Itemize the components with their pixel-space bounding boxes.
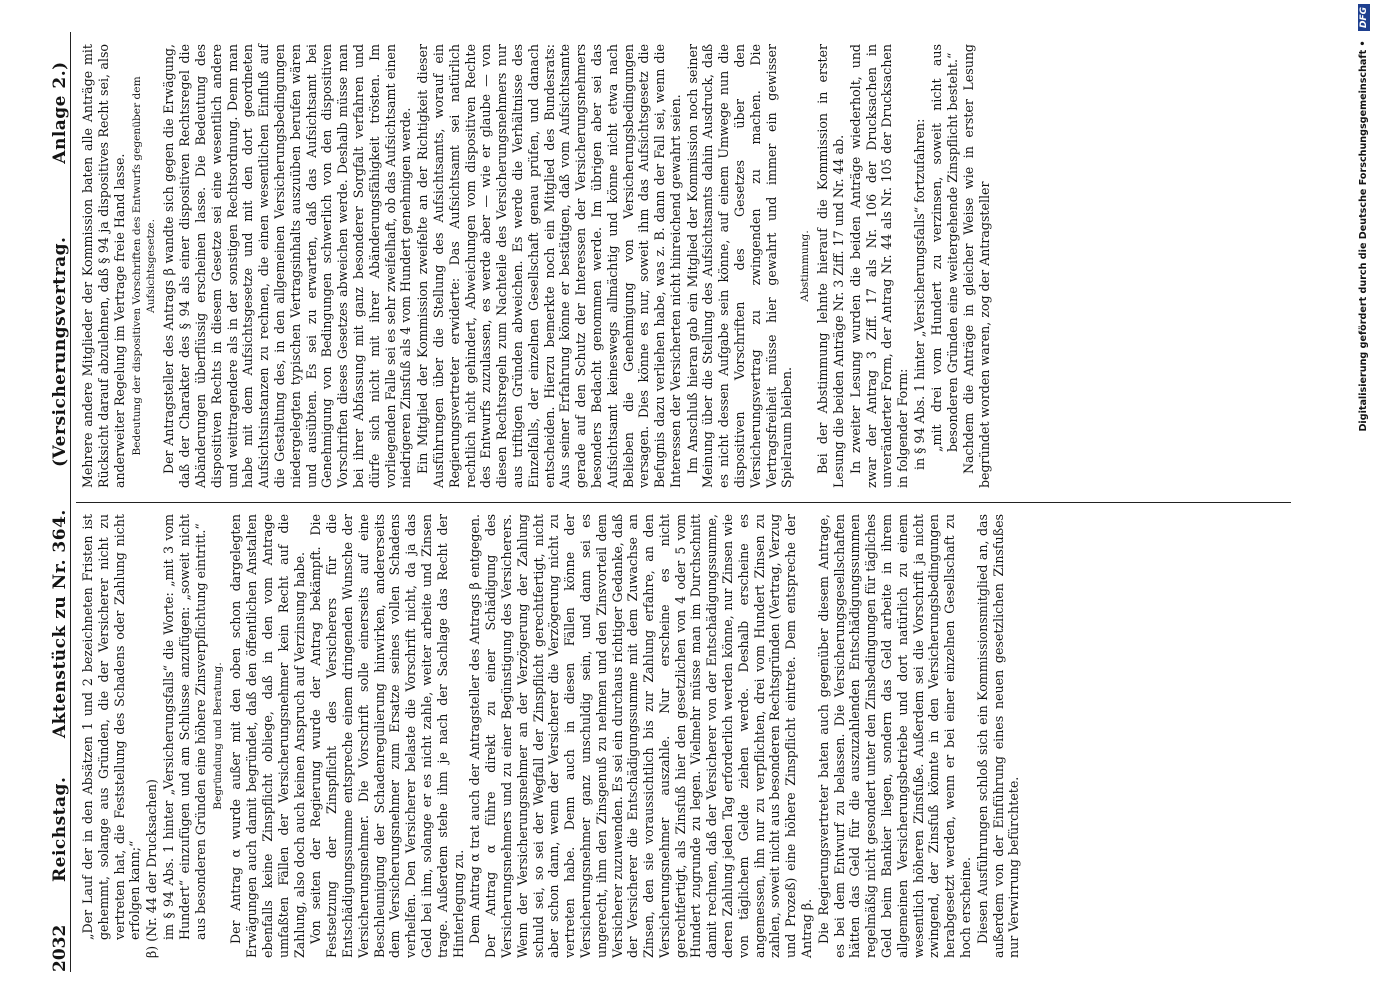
column-divider xyxy=(76,502,1291,503)
header-annex: Anlage 2.) xyxy=(50,61,70,164)
paragraph: Von seiten der Regierung wurde der Antrag bekämpft. Die Festsetzung der Zinspflicht des Versicherers für die Entschädigungssumme entspreche einem dringenden Wunsche der Versicherungsnehmer. Die Vorschrift solle einerseits auf eine Beschleunigung der Schadenregulierung hinwirken, andererseits dem Versicherungsnehmer zum Ersatze seines vollen Schadens verhelfen. Den Versicherer belaste die Vorschrift nicht, da ja das Geld bei ihm, solange er es nicht zahle, weiter arbeite und Zinsen trage. Außerdem stehe ihm je nach der Sachlage das Recht der Hinterlegung zu. xyxy=(308,514,466,958)
dfg-logo: DFG xyxy=(1358,4,1370,31)
paragraph: Der Antragsteller des Antrags β wandte sich gegen die Erwägung, daß der Charakter des § 94 als einer dispositiven Rechtsregel die Abänderungen überflüssig erscheinen lasse. Die Bedeutung des dispositiven Rechts in diesem Gesetze sei eine wesentlich andere und weittragendere als in der sonstigen Rechtsordnung. Denn man habe mit dem Aufsichtsgesetze und mit den dort geordneten Aufsichtsinstanzen zu rechnen, die einen wesentlichen Einfluß auf die Gestaltung des, in den allgemeinen Versicherungsbedingungen niedergelegten typischen Vertragsinhalts auszuüben berufen wären und ausübten. Es sei zu erwarten, daß das Aufsichtsamt bei Genehmigung von Bedingungen schwerlich von den dispositiven Vorschriften dieses Gesetzes abweichen werde. Deshalb müsse man bei ihrer Abfassung mit ganz besonderer Sorgfalt verfahren und dürfe sich nicht mit ihrer Abänderungsfähigkeit trösten. Im vorliegenden Falle sei es sehr zweifelhaft, ob das Aufsichtsamt einen niedrigeren Zinsfuß als 4 vom Hundert genehmigen werde. xyxy=(161,44,414,488)
header-chamber: Reichstag. xyxy=(50,776,70,882)
paragraph: Nachdem die Anträge in gleicher Weise wie in erster Lesung begründet worden waren, zog der Antragsteller xyxy=(961,44,993,488)
page-number: 2032 xyxy=(50,924,70,972)
paragraph: Die Regierungsvertreter baten auch gegenüber diesem Antrage, es bei dem Entwurf zu belassen. Die Versicherungsgesellschaften hätten das Geld für die auszuzahlenden Entschädigungssummen regelmäßig nicht gesondert unter den Zinsbedingungen für tägliches Geld beim Bankier liegen, sondern das Geld arbeite in ihrem allgemeinen Versicherungsbetriebe und dort natürlich zu einem wesentlich höheren Zinsfuße. Außerdem sei die Vorschrift ja nicht zwingend, der Zinsfuß könnte in den Versicherungsbedingungen herabgesetzt werden, wenn er bei einer einzelnen Gesellschaft zu hoch erscheine. xyxy=(815,514,974,958)
paragraph: Abstimmung. xyxy=(799,230,812,302)
header-subject: (Versicherungsvertrag. xyxy=(50,236,70,467)
header-right xyxy=(50,61,70,467)
paragraph: Mehrere andere Mitglieder der Kommission baten alle Anträge mit Rücksicht darauf abzulehnen, daß § 94 ja dispositives Recht sei, also anderweiter Regelung im Vertrage freie Hand lasse. xyxy=(80,44,127,488)
paragraph: Der Antrag α wurde außer mit den oben schon dargelegten Erwägungen auch damit begründet, daß den öffentlichen Anstalten ebenfalls keine Zinspflicht obliege, daß in den vom Antrage umfaßten Fällen der Versicherungsnehmer kein Recht auf die Zahlung, also doch auch keinen Anspruch auf Verzinsung habe. xyxy=(228,514,307,958)
paragraph: in § 94 Abs. 1 hinter „Versicherungsfalls“ fortzufahren: xyxy=(912,118,928,470)
paragraph: Dem Antrag α trat auch der Antragsteller des Antrags β entgegen. Der Antrag α führe direkt zu einer Schädigung des Versicherungsnehmers und zu einer Begünstigung des Versicherers. Wenn der Versicherungsnehmer an der Verzögerung der Zahlung schuld sei, so sei der Wegfall der Zinspflicht gerechtfertigt, nicht aber schon dann, wenn der Versicherer die Verzögerung nicht zu vertreten habe. Denn auch in diesen Fällen könne der Versicherungsnehmer ganz unschuldig sein, und dann sei es ungerecht, ihm den Zinsgenuß zu nehmen und den Zinsvorteil dem Versicherer zuzuwenden. Es sei ein durchaus richtiger Gedanke, daß der Versicherer die Entschädigungssumme mit dem Zuwachse an Zinsen, den sie voraussichtlich bis zur Zahlung erfahre, an den Versicherungsnehmer auszahle. Nur erscheine es nicht gerechtfertigt, als Zinsfuß hier den gesetzlichen von 4 oder 5 vom Hundert zugrunde zu legen. Vielmehr müsse man im Durchschnitt damit rechnen, daß der Versicherer von der Entschädigungssumme, deren Zahlung jeden Tag erforderlich werden könne, nur Zinsen wie von täglichem Gelde ziehen werde. Deshalb erscheine es angemessen, ihn nur zu verpflichten, drei vom Hundert Zinsen zu zahlen, soweit nicht aus besonderen Rechtsgründen (Vertrag, Verzug und Prozeß) eine höhere Zinspflicht eintrete. Dem entspreche der Antrag β. xyxy=(467,514,815,958)
paragraph: Ein Mitglied der Kommission zweifelte an der Richtigkeit dieser Ausführungen über die Stellung des Aufsichtsamts, worauf ein Regierungsvertreter erwiderte: Das Aufsichtsamt sei natürlich rechtlich nicht gehindert, Abweichungen vom dispositiven Rechte des Entwurfs zuzulassen, es werde aber — wie er glaube — von diesen Rechtsregeln zum Nachteile des Versicherungsnehmers nur aus triftigen Gründen abweichen. Es werde die Verhältnisse des Einzelfalls, der einzelnen Gesellschaft genau prüfen, und danach entscheiden. Hierzu bemerkte noch ein Mitglied des Bundesrats: Aus seiner Erfahrung könne er bestätigen, daß vom Aufsichtsamte gerade auf den Schutz der Interessen der Versicherungsnehmers besonders Bedacht genommen werde. Im übrigen aber sei das Aufsichtsamt keineswegs allmächtig und könne nicht etwa nach Belieben die Genehmigung von Versicherungsbedingungen versagen. Dies könne es nur, soweit ihm das Aufsichtsgesetz die Befugnis dazu verliehen habe, was z. B. dann der Fall sei, wenn die Interessen der Versicherten nicht hinreichend gewahrt seien. xyxy=(415,44,683,488)
header-rule xyxy=(70,32,71,972)
header-center xyxy=(50,509,70,882)
credit-text: Digitalisierung gefördert durch die Deutsche Forschungsgemeinschaft • xyxy=(1358,40,1369,432)
digitization-credit xyxy=(1358,0,1374,1000)
paragraph: „mit drei vom Hundert zu verzinsen, soweit nicht aus besonderen Gründen eine weitergehende Zinspflicht besteht.“ xyxy=(928,44,960,452)
paragraph: Begründung und Beratung. xyxy=(212,662,225,810)
left-column xyxy=(80,514,1023,958)
paragraph: In zweiter Lesung wurden die beiden Anträge wiederholt, und zwar der Antrag 3 Ziff. 17 als Nr. 106 der Drucksachen in unveränderter Form, der Antrag Nr. 44 als Nr. 105 der Drucksachen in folgender Form: xyxy=(847,44,911,488)
paragraph: Diesen Ausführungen schloß sich ein Kommissionsmitglied an, das außerdem von der Einführung eines neuen gesetzlichen Zinsfußes nur Verwirrung befürchtete. xyxy=(974,514,1022,958)
paragraph: Bei der Abstimmung lehnte hierauf die Kommission in erster Lesung die beiden Anträge Nr. 3 Ziff. 17 und Nr. 44 ab. xyxy=(815,44,847,488)
paragraph: Bedeutung der dispositiven Vorschriften des Entwurfs gegenüber dem Aufsichtsgesetze. xyxy=(131,76,158,456)
paragraph: „Der Lauf der in den Absätzen 1 und 2 bezeichneten Fristen ist gehemmt, solange aus Gründen, die der Versicherer nicht zu vertreten hat, die Feststellung des Schadens oder Zahlung nicht erfolgen kann;“ xyxy=(80,514,143,940)
right-column xyxy=(80,44,994,488)
paragraph: im § 94 Abs. 1 hinter „Versicherungsfalls“ die Worte: „mit 3 vom Hundert“ einzufügen und am Schlusse anzufügen: „soweit nicht aus besonderen Gründen eine höhere Zinsverpflichtung eintritt.“ xyxy=(160,514,208,940)
paragraph: β) (Nr. 44 der Drucksachen) xyxy=(144,779,160,958)
paragraph: Im Anschluß hieran gab ein Mitglied der Kommission noch seiner Meinung über die Stellung des Aufsichtsamts dahin Ausdruck, daß es nicht dessen Aufgabe sein könne, auf einem Umwege nun die dispositiven Vorschriften des Gesetzes über den Versicherungsvertrag zu zwingenden zu machen. Die Vertragsfreiheit müsse hier gewahrt und immer ein gewisser Spielraum bleiben. xyxy=(684,44,795,488)
header-document-ref: Aktenstück zu Nr. 364. xyxy=(50,509,70,739)
